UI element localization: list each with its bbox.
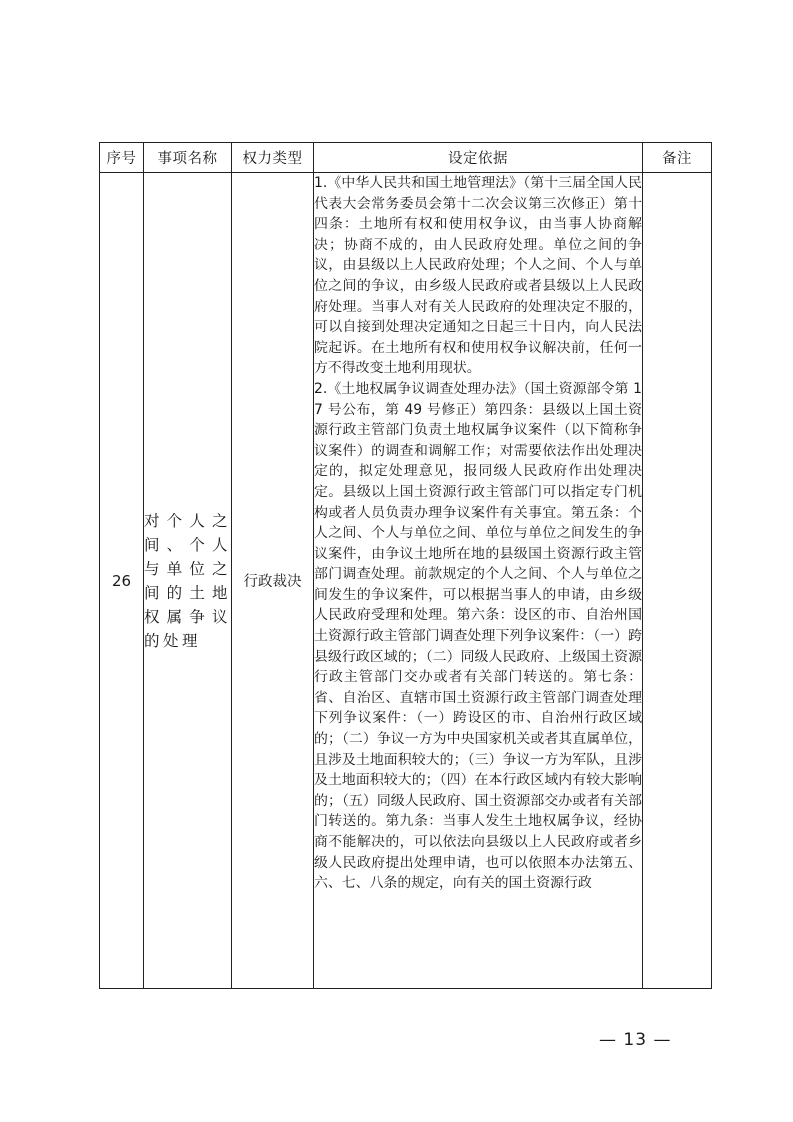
power-list-table [99, 142, 712, 989]
basis-paragraph-2: 2.《土地权属争议调查处理办法》（国土资源部令第 17 号公布，第 49 号修正）第四条：县级以上国土资源行政主管部门负责土地权属争议案件（以下简称争议案件）的调查和调解工作；对需要依法作出处理决定的，拟定处理意见，报同级人民政府作出处理决定。县级以上国土资源行政主管部门可以指定专门机构或者人员负责办理争议案件有关事宜。第五条：个人之间、个人与单位之间、单位与单位之间发生的争议案件，由争议土地所在地的县级国土资源行政主管部门调查处理。前款规定的个人之间、个人与单位之间发生的争议案件，可以根据当事人的申请，由乡级人民政府受理和处理。第六条：设区的市、自治州国土资源行政主管部门调查处理下列争议案件：（一）跨县级行政区域的；（二）同级人民政府、上级国土资源行政主管部门交办或者有关部门转送的。第七条：省、自治区、直辖市国土资源行政主管部门调查处理下列争议案件：（一）跨设区的市、自治州行政区域的；（二）争议一方为中央国家机关或者其直属单位，且涉及土地面积较大的；（三）争议一方为军队，且涉及土地面积较大的；（四）在本行政区域内有较大影响的；（五）同级人民政府、国土资源部交办或者有关部门转送的。第九条：当事人发生土地权属争议，经协商不能解决的，可以依法向县级以上人民政府或者乡级人民政府提出处理申请，也可以依照本办法第五、六、七、八条的规定，向有关的国土资源行政 [314, 380, 642, 892]
header-power-type: 权力类型 [232, 143, 314, 173]
row-power-type: 行政裁决 [232, 173, 314, 989]
page-number: — 13 — [599, 1030, 672, 1050]
row-seq: 26 [100, 173, 144, 989]
row-item-name: 对个人之间、个人与单位之间的土地权属争议的处理 [144, 173, 232, 989]
header-row [100, 143, 712, 173]
row-basis [314, 173, 643, 989]
header-seq: 序号 [100, 143, 144, 173]
table-row [100, 173, 712, 989]
header-basis: 设定依据 [314, 143, 643, 173]
basis-paragraph-1: 1.《中华人民共和国土地管理法》（第十三届全国人民代表大会常务委员会第十二次会议第三次修正）第十四条：土地所有权和使用权争议，由当事人协商解决；协商不成的，由人民政府处理。单位之间的争议，由县级以上人民政府处理；个人之间、个人与单位之间的争议，由乡级人民政府或者县级以上人民政府处理。当事人对有关人民政府的处理决定不服的，可以自接到处理决定通知之日起三十日内，向人民法院起诉。在土地所有权和使用权争议解决前，任何一方不得改变土地利用现状。 [314, 175, 642, 377]
header-remarks: 备注 [643, 143, 712, 173]
row-remarks [643, 173, 712, 989]
basis-text [314, 173, 642, 988]
header-item-name: 事项名称 [144, 143, 232, 173]
